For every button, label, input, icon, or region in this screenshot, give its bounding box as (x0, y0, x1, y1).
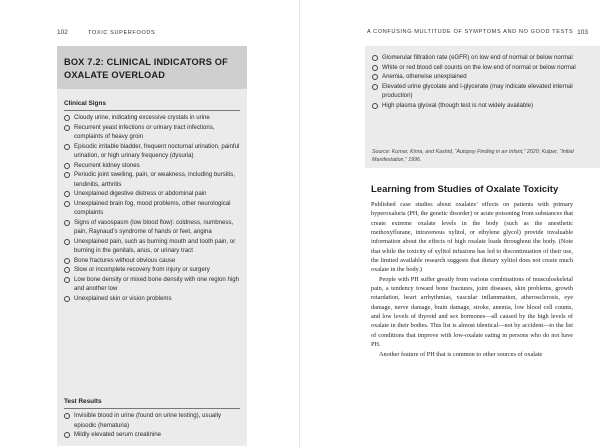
list-item-text: Mildly elevated serum creatinine (74, 431, 162, 438)
left-page-number-header (57, 29, 155, 36)
list-item-text: Anemia, otherwise unexplained (382, 73, 467, 80)
bullet-circle-icon (372, 103, 378, 109)
list-item-text: High plasma glyoxal (though test is not widely available) (382, 101, 534, 109)
body-text (371, 200, 573, 359)
box-title: BOX 7.2: CLINICAL INDICATORS OF OXALATE OVERLOAD (64, 57, 228, 80)
list-item-text: Low bone density or mixed bone density with one region high and another low (74, 275, 239, 292)
bullet-circle-icon (64, 220, 70, 226)
list-item-text: Glomerular filtration rate (eGFR) on low end of normal or below normal (382, 54, 573, 61)
bullet-circle-icon (64, 277, 70, 283)
clinical-signs-heading: Clinical Signs (64, 100, 106, 107)
bullet-circle-icon (64, 125, 70, 131)
list-item-text: White or red blood cell counts on the low end of normal or below normal (382, 63, 576, 71)
list-item (64, 218, 242, 237)
list-item (372, 72, 592, 82)
bullet-circle-icon (64, 296, 70, 302)
list-item (372, 63, 592, 73)
list-item-text: Unexplained skin or vision problems (74, 294, 172, 302)
bullet-circle-icon (372, 65, 378, 71)
bullet-circle-icon (64, 172, 70, 178)
list-item (64, 275, 242, 294)
section-divider (64, 408, 240, 409)
list-item-text: Recurrent yeast infections or urinary tract infections, complaints of heavy groin (74, 123, 215, 140)
list-item (64, 113, 242, 123)
list-item-text: Elevated urine glycolate and l-glycerate (may indicate elevated internal production) (382, 82, 573, 99)
bullet-circle-icon (372, 84, 378, 90)
book-spine (299, 0, 300, 447)
list-item (372, 53, 592, 63)
list-item (64, 430, 242, 440)
bullet-circle-icon (64, 432, 70, 438)
sidebar-box-header (57, 46, 247, 89)
list-item (64, 199, 242, 218)
list-item (64, 142, 242, 161)
list-item-text: Episodic irritable bladder, frequent nocturnal urination, painful urination, or high urinary frequency (dysuria) (74, 142, 240, 159)
list-item (372, 101, 592, 111)
list-item (64, 411, 242, 430)
paragraph: Another feature of PH that is common to other sources of oxalate (379, 350, 543, 358)
paragraph: Published case studies about oxalates’ effects on patients with primary hyperoxaluria (PH, the genetic disorder) or acute poisoning from substances that create extreme oxalate levels in the body (such as the anesthetic methoxyflurane, intravenous xylitol, or ethylene glycol) provide invaluable information about the effects of high oxalate loads throughout the body. (Note that while the toxicity of xylitol infusions has led to discontinuation of their use, the limited available research suggests that dietary xylitol does not create much oxalate in the body.) (371, 201, 573, 274)
list-item (64, 294, 242, 304)
list-item (64, 161, 242, 171)
list-item-text: Unexplained digestive distress or abdominal pain (74, 190, 207, 197)
bullet-circle-icon (372, 55, 378, 61)
bullet-circle-icon (64, 115, 70, 121)
bullet-circle-icon (64, 191, 70, 197)
bullet-circle-icon (64, 267, 70, 273)
left-running-head: TOXIC SUPERFOODS (88, 30, 156, 36)
list-item-text: Cloudy urine, indicating excessive crystals in urine (74, 114, 210, 121)
list-item (64, 265, 242, 275)
list-item (372, 82, 592, 101)
bullet-circle-icon (64, 144, 70, 150)
list-item-text: Recurrent kidney stones (74, 161, 140, 169)
clinical-signs-list (64, 113, 242, 303)
test-results-list (64, 411, 242, 440)
section-heading: Learning from Studies of Oxalate Toxicity (371, 184, 559, 195)
bullet-circle-icon (372, 74, 378, 80)
paragraph: People with PH suffer greatly from various combinations of musculoskeletal pain, a tendency toward bone fractures, joint diseases, skin problems, growth retardation, heart arrhythmias, vascular inflammation, atherosclerosis, eye damage, nerve damage, brain damage, stroke, anemia, low blood cell counts, and low levels of thyroid and sex hormones—all caused by the high levels of oxalate in their bodies. This list is almost identical—not by accident—to the list of conditions that improve with low-oxalate eating in persons who do not have PH. (371, 275, 573, 349)
bullet-circle-icon (64, 239, 70, 245)
list-item-text: Unexplained brain fog, mood problems, other neurological complaints (74, 199, 231, 216)
bullet-circle-icon (64, 258, 70, 264)
section-divider (64, 110, 240, 111)
right-header (367, 29, 588, 36)
list-item (64, 237, 242, 256)
bullet-circle-icon (64, 413, 70, 419)
source-citation: Source: Kumar, Kinra, and Kashid, “Autopsy Finding in an Infant,” 2020; Kulper, “Initial Manifestation,” 1996. (372, 149, 574, 163)
list-item-text: Bone fractures without obvious cause (74, 256, 176, 264)
list-item-text: Periodic joint swelling, pain, or weakness, including bursitis, tendinitis, arthritis (74, 171, 235, 188)
left-page-number: 102 (57, 29, 68, 36)
list-item (64, 123, 242, 142)
list-item-text: Slow or incomplete recovery from injury or surgery (74, 266, 210, 273)
right-page-number: 103 (577, 29, 588, 36)
list-item (64, 189, 242, 199)
bullet-circle-icon (64, 201, 70, 207)
test-results-list-continued (372, 53, 592, 110)
list-item-text: Unexplained pain, such as burning mouth and tooth pain, or burning in the genitals, anus, or urinary tract (74, 237, 236, 254)
list-item-text: Invisible blood in urine (found on urine testing), usually episodic (hematuria) (74, 412, 222, 429)
list-item (64, 170, 242, 189)
list-item-text: Signs of vasospasm (low blood flow): coldness, numbness, pain, Raynaud’s syndrome of hands or feet, angina (74, 218, 234, 235)
test-results-heading: Test Results (64, 398, 102, 405)
bullet-circle-icon (64, 163, 70, 169)
right-running-head: A CONFUSING MULTITUDE OF SYMPTOMS AND NO GOOD TESTS (367, 29, 574, 35)
list-item (64, 256, 242, 266)
